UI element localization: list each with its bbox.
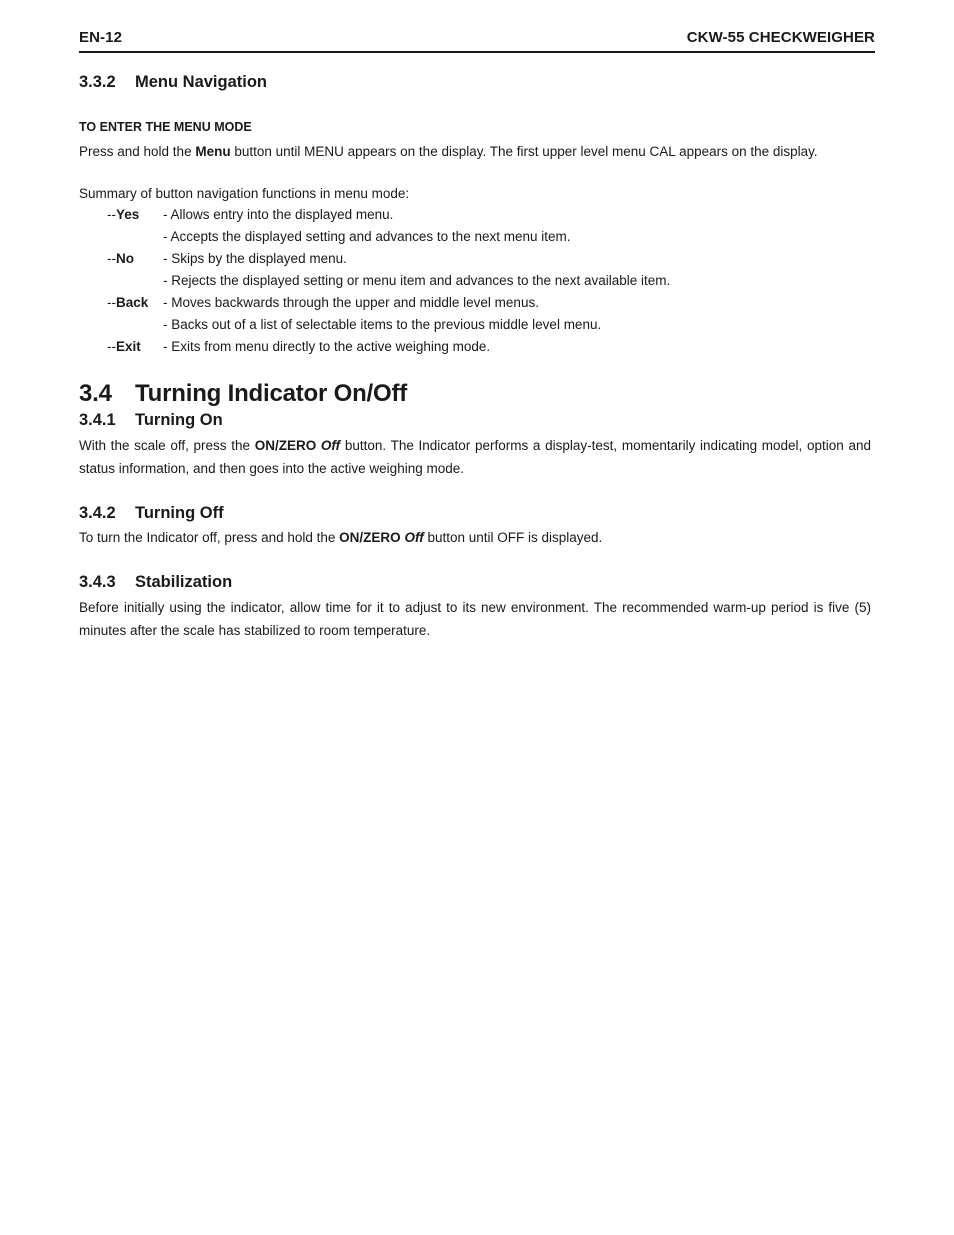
section-heading-3-4-1 (79, 411, 223, 430)
page-number: EN-12 (79, 29, 123, 46)
section-title: Turning On (135, 411, 223, 429)
list-item: --Back - Moves backwards through the upper and middle level menus. (107, 295, 539, 310)
section-title: Stabilization (135, 573, 233, 591)
section-number: 3.3.2 (79, 73, 116, 91)
document-title: CKW-55 CHECKWEIGHER (686, 29, 875, 46)
section-title: Turning Indicator On/Off (135, 380, 408, 407)
navigation-functions-list (79, 204, 875, 358)
list-item: - Backs out of a list of selectable items to the previous middle level menu. (163, 317, 602, 332)
section-heading-3-3-2 (79, 73, 267, 92)
exit-key-label: Exit (116, 339, 141, 354)
list-item: --Exit - Exits from menu directly to the active weighing mode. (107, 339, 491, 354)
section-title: Menu Navigation (135, 73, 268, 91)
back-key-label: Back (116, 295, 149, 310)
section-number: 3.4.3 (79, 573, 116, 591)
on-zero-button-label: ON/ZERO (254, 438, 321, 453)
enter-menu-paragraph: Press and hold the Menu button until MENU appears on the display. The first upper level menu CAL appears on the display. (79, 144, 818, 159)
off-label: Off (320, 438, 341, 453)
no-key-label: No (116, 251, 134, 266)
section-number: 3.4.2 (79, 504, 116, 522)
section-number: 3.4 (79, 380, 112, 407)
section-heading-3-4-3 (79, 573, 232, 592)
list-item: - Rejects the displayed setting or menu item and advances to the next available item. (163, 273, 671, 288)
off-label: Off (404, 530, 424, 545)
yes-key-label: Yes (116, 207, 140, 222)
turning-off-paragraph: To turn the Indicator off, press and hold the ON/ZERO Off button until OFF is displayed. (79, 530, 603, 545)
page-header (79, 27, 875, 53)
list-item: --No - Skips by the displayed menu. (107, 251, 347, 266)
section-heading-3-4-2 (79, 504, 224, 523)
on-zero-button-label: ON/ZERO (339, 530, 405, 545)
turning-on-paragraph: With the scale off, press the ON/ZERO Off button. The Indicator performs a display-test, momentarily indicating model, option and status information, and then goes into the active weighing mode. (79, 438, 871, 476)
list-item: --Yes - Allows entry into the displayed menu. (107, 207, 394, 222)
section-title: Turning Off (135, 504, 224, 522)
list-item: - Accepts the displayed setting and advances to the next menu item. (163, 229, 571, 244)
summary-paragraph: Summary of button navigation functions in menu mode: (79, 186, 410, 201)
menu-button-label: Menu (195, 144, 231, 159)
enter-menu-heading: TO ENTER THE MENU MODE (79, 120, 252, 134)
section-number: 3.4.1 (79, 411, 116, 429)
section-heading-3-4 (79, 380, 407, 408)
stabilization-paragraph: Before initially using the indicator, allow time for it to adjust to its new environment. The recommended warm-up period is five (5) minutes after the scale has stabilized to room temperature. (79, 600, 871, 638)
